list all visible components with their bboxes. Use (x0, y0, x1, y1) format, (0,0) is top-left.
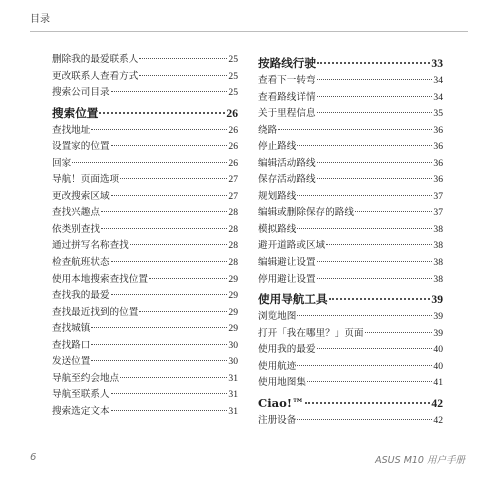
toc-dot-leader (317, 278, 433, 279)
toc-entry-label: 模拟路线 (258, 223, 297, 235)
toc-entry[interactable] (52, 371, 238, 388)
toc-entry[interactable] (258, 326, 443, 343)
toc-dot-leader (111, 393, 228, 394)
toc-entry-page: 28 (228, 223, 238, 235)
toc-entry-page: 33 (431, 57, 443, 70)
toc-dot-leader (111, 145, 228, 146)
toc-entry-page: 28 (228, 240, 238, 252)
toc-entry-label: 查找我的最爱 (52, 290, 110, 302)
toc-entry-label: 停用避让设置 (258, 273, 316, 285)
toc-entry[interactable] (258, 139, 443, 156)
toc-entry-page: 25 (228, 70, 238, 82)
toc-entry-page: 31 (228, 405, 238, 417)
toc-entry-label: 查看下一转弯 (258, 75, 316, 86)
toc-dot-leader (111, 195, 228, 196)
toc-dot-leader (317, 62, 430, 64)
toc-entry-label: 搜索公司目录 (52, 87, 110, 99)
toc-dot-leader (120, 377, 227, 378)
toc-entry-page: 39 (433, 327, 443, 339)
toc-entry[interactable] (258, 222, 443, 239)
toc-entry-label: 使用地图集 (258, 377, 306, 389)
toc-dot-leader (297, 228, 432, 229)
toc-dot-leader (326, 244, 432, 245)
toc-entry-page: 30 (228, 356, 238, 368)
toc-entry[interactable] (52, 139, 238, 156)
toc-dot-leader (139, 311, 227, 312)
toc-dot-leader (101, 228, 227, 229)
toc-entry[interactable] (52, 123, 238, 140)
toc-entry-page: 35 (433, 108, 443, 120)
toc-dot-leader (317, 162, 433, 163)
toc-entry[interactable] (258, 189, 443, 206)
toc-dot-leader (139, 75, 227, 76)
toc-section-entry[interactable] (258, 54, 443, 73)
toc-entry-label: 查找兴趣点 (52, 207, 100, 219)
toc-section-entry[interactable] (258, 290, 443, 309)
toc-entry-label: 查看路线详情 (258, 91, 316, 103)
toc-entry[interactable] (258, 123, 443, 140)
toc-dot-leader (111, 410, 228, 411)
toc-entry-page: 27 (228, 174, 238, 186)
toc-dot-leader (297, 419, 432, 420)
toc-entry-label: 按路线行驶 (258, 56, 316, 70)
toc-entry-label: 查找路口 (52, 339, 91, 351)
toc-dot-leader (297, 365, 432, 366)
toc-entry-label: 回家 (52, 157, 72, 169)
toc-entry[interactable] (52, 338, 238, 355)
toc-dot-leader (139, 58, 227, 59)
toc-entry-label: 打开「我在哪里？」页面 (258, 327, 364, 339)
toc-dot-leader (329, 298, 431, 300)
toc-entry-label: 检查航班状态 (52, 257, 110, 269)
toc-entry-label: 规划路线 (258, 190, 297, 202)
toc-entry[interactable] (258, 272, 443, 289)
toc-entry-label: 停止路线 (258, 141, 297, 153)
toc-entry[interactable] (52, 272, 238, 289)
toc-entry[interactable] (52, 205, 238, 222)
toc-dot-leader (317, 96, 433, 97)
toc-entry-page: 29 (228, 273, 238, 285)
toc-entry-page: 28 (228, 257, 238, 269)
toc-dot-leader (111, 261, 228, 262)
toc-entry-page: 30 (228, 339, 238, 351)
footer-page-number: 6 (30, 452, 37, 463)
toc-dot-leader (355, 211, 432, 212)
toc-dot-leader (111, 91, 228, 92)
toc-entry-page: 37 (433, 207, 443, 219)
toc-entry-page: 36 (433, 174, 443, 186)
toc-entry-label: 编辑活动路线 (258, 157, 316, 169)
toc-left-column (52, 52, 238, 420)
toc-entry[interactable] (258, 156, 443, 173)
toc-entry[interactable] (52, 404, 238, 421)
toc-dot-leader (120, 178, 227, 179)
toc-dot-leader (91, 344, 227, 345)
toc-entry-page: 41 (433, 377, 443, 389)
toc-entry-label: 编辑或删除保存的路线 (258, 207, 354, 219)
toc-entry[interactable] (258, 342, 443, 359)
toc-entry-page: 36 (433, 124, 443, 136)
toc-entry[interactable] (258, 172, 443, 189)
toc-dot-leader (72, 162, 227, 163)
toc-entry[interactable] (258, 205, 443, 222)
toc-entry-page: 38 (433, 257, 443, 269)
toc-entry[interactable] (258, 255, 443, 272)
toc-entry[interactable] (258, 73, 443, 90)
toc-dot-leader (99, 112, 225, 114)
toc-entry-page: 39 (431, 293, 443, 307)
toc-entry[interactable] (52, 387, 238, 404)
toc-dot-leader (317, 178, 433, 179)
toc-entry-page: 26 (228, 141, 238, 153)
toc-entry-label: 绕路 (258, 124, 278, 136)
toc-entry-page: 31 (228, 372, 238, 384)
toc-entry[interactable] (52, 321, 238, 338)
toc-entry-label: 关于里程信息 (258, 108, 316, 120)
toc-entry-label: 导航至联系人 (52, 389, 110, 401)
toc-entry[interactable] (52, 189, 238, 206)
toc-entry-page: 29 (228, 306, 238, 318)
toc-entry[interactable] (52, 222, 238, 239)
toc-entry-page: 27 (228, 190, 238, 202)
toc-entry-page: 38 (433, 273, 443, 285)
toc-entry[interactable] (258, 106, 443, 123)
toc-entry-label: 使用本地搜索查找位置 (52, 273, 148, 285)
toc-entry-label: 避开道路或区域 (258, 240, 326, 252)
toc-entry-page: 28 (228, 207, 238, 219)
toc-entry-label: 发送位置 (52, 356, 91, 368)
toc-entry-label: 依类别查找 (52, 223, 100, 235)
toc-entry-page: 38 (433, 240, 443, 252)
toc-entry[interactable] (52, 52, 238, 69)
toc-entry-page: 26 (228, 124, 238, 136)
toc-entry-page: 36 (433, 157, 443, 169)
toc-entry[interactable] (52, 305, 238, 322)
toc-entry-label: 更改联系人查看方式 (52, 70, 139, 82)
toc-dot-leader (101, 211, 227, 212)
toc-dot-leader (307, 381, 432, 382)
toc-entry[interactable] (52, 69, 238, 86)
toc-right-column (258, 52, 443, 429)
toc-entry-label: 保存活动路线 (258, 174, 316, 186)
toc-entry-label: 使用航迹 (258, 360, 297, 372)
toc-entry-label: 设置家的位置 (52, 141, 110, 153)
toc-entry[interactable] (258, 413, 443, 430)
toc-entry-label: 编辑避让设置 (258, 257, 316, 269)
toc-dot-leader (91, 327, 227, 328)
toc-entry-label: 使用导航工具 (258, 292, 328, 307)
toc-section-entry[interactable] (52, 104, 238, 123)
toc-section-entry[interactable] (258, 394, 443, 413)
toc-entry[interactable] (258, 359, 443, 376)
toc-entry-page: 37 (433, 190, 443, 202)
toc-entry-page: 25 (228, 54, 238, 65)
toc-entry-label: 删除我的最爱联系人 (52, 54, 139, 65)
toc-entry-label: 搜索选定文本 (52, 405, 110, 417)
toc-entry-page: 40 (433, 344, 443, 356)
toc-entry[interactable] (258, 238, 443, 255)
toc-dot-leader (111, 294, 228, 295)
toc-entry-page: 42 (431, 396, 443, 410)
toc-entry-label: 注册设备 (258, 414, 297, 426)
toc-entry-page: 26 (228, 157, 238, 169)
toc-entry-page: 38 (433, 223, 443, 235)
toc-entry[interactable] (258, 309, 443, 326)
toc-entry-label: 导航！页面选项 (52, 174, 120, 186)
toc-entry[interactable] (258, 90, 443, 107)
toc-entry-label: 通过拼写名称查找 (52, 240, 129, 252)
toc-entry[interactable] (52, 354, 238, 371)
toc-entry-page: 29 (228, 323, 238, 335)
toc-dot-leader (297, 195, 432, 196)
toc-entry-page: 40 (433, 360, 443, 372)
toc-dot-leader (317, 79, 433, 80)
toc-entry-label: 更改搜索区域 (52, 190, 110, 202)
toc-entry[interactable] (52, 238, 238, 255)
toc-entry-label: 查找最近找到的位置 (52, 306, 139, 318)
header-divider (30, 31, 468, 32)
toc-entry-page: 26 (226, 106, 238, 120)
toc-entry[interactable] (52, 172, 238, 189)
toc-entry-page: 31 (228, 389, 238, 401)
toc-entry-label: 查找城镇 (52, 323, 91, 335)
toc-entry[interactable] (52, 288, 238, 305)
toc-entry-page: 36 (433, 141, 443, 153)
header-title: 目录 (30, 14, 50, 25)
toc-entry-label: Ciao!™ (258, 395, 304, 410)
toc-entry-label: 浏览地图 (258, 311, 297, 323)
toc-dot-leader (317, 261, 433, 262)
toc-entry-label: 搜索位置 (52, 105, 99, 120)
toc-dot-leader (317, 112, 433, 113)
toc-entry-label: 使用我的最爱 (258, 344, 316, 356)
toc-entry-label: 导航至约会地点 (52, 372, 120, 384)
toc-dot-leader (149, 278, 227, 279)
toc-entry[interactable] (52, 85, 238, 102)
toc-entry[interactable] (258, 375, 443, 392)
toc-entry-page: 42 (433, 414, 443, 426)
toc-entry[interactable] (52, 156, 238, 173)
toc-entry-page: 34 (433, 91, 443, 103)
footer-book-title: ASUS M10 用户手册 (375, 455, 465, 466)
toc-dot-leader (365, 332, 433, 333)
toc-entry-label: 查找地址 (52, 124, 91, 136)
toc-entry[interactable] (52, 255, 238, 272)
toc-entry-page: 29 (228, 290, 238, 302)
toc-entry-page: 25 (228, 87, 238, 99)
toc-dot-leader (317, 348, 433, 349)
toc-dot-leader (297, 145, 432, 146)
toc-dot-leader (278, 129, 432, 130)
toc-entry-page: 34 (433, 75, 443, 86)
toc-dot-leader (297, 315, 432, 316)
toc-dot-leader (130, 244, 228, 245)
toc-dot-leader (91, 360, 227, 361)
toc-dot-leader (91, 129, 227, 130)
toc-entry-page: 39 (433, 311, 443, 323)
toc-dot-leader (305, 402, 431, 404)
